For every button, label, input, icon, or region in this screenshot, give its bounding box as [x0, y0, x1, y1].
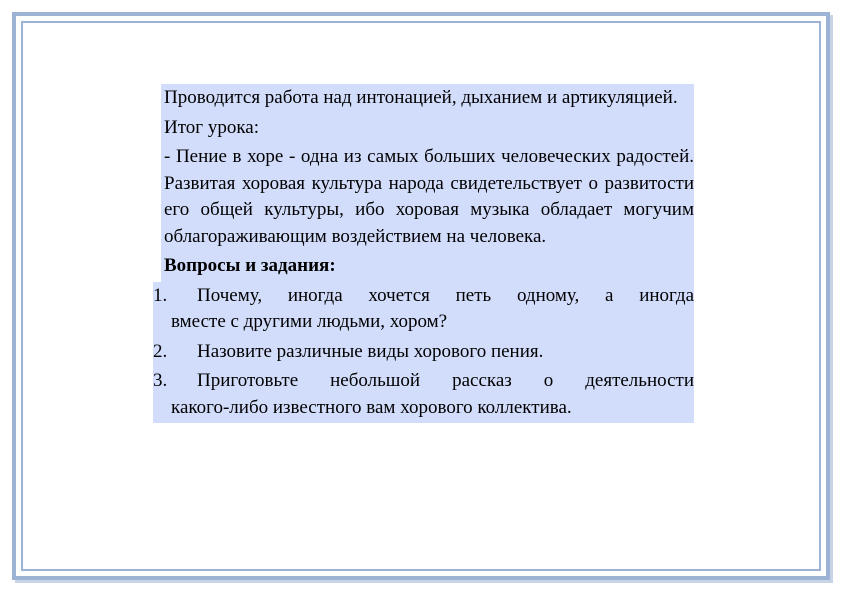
- list-number: 2.: [153, 340, 168, 362]
- list-item: [153, 338, 694, 368]
- list-item-text: Почему, иногда хочется петь одному, а иногда: [197, 284, 694, 306]
- list-number: 3.: [153, 370, 168, 391]
- list-item: [153, 367, 694, 423]
- paragraph-summary-label: Итог урока:: [161, 114, 694, 144]
- list-item-text: Приготовьте небольшой рассказ о деятельности: [197, 370, 694, 391]
- slide-text-block: [153, 84, 694, 423]
- list-item: [153, 282, 694, 338]
- list-number: 1.: [153, 284, 168, 306]
- paragraph-work: Проводится работа над интонацией, дыханием и артикуляцией.: [161, 84, 694, 114]
- list-item-continuation: какого-либо известного вам хорового коллектива.: [171, 396, 572, 418]
- list-item-continuation: вместе с другими людьми, хором?: [171, 311, 448, 332]
- list-item-text: Назовите различные виды хорового пения.: [197, 340, 544, 362]
- questions-heading: Вопросы и задания:: [161, 252, 694, 282]
- paragraph-choir-singing: - Пение в хоре - одна из самых больших человеческих радостей. Развитая хоровая культура народа свидетельствует о развитости его общей культуры, ибо хоровая музыка обладает могучим облагораживающим воздействием на человека.: [161, 143, 694, 252]
